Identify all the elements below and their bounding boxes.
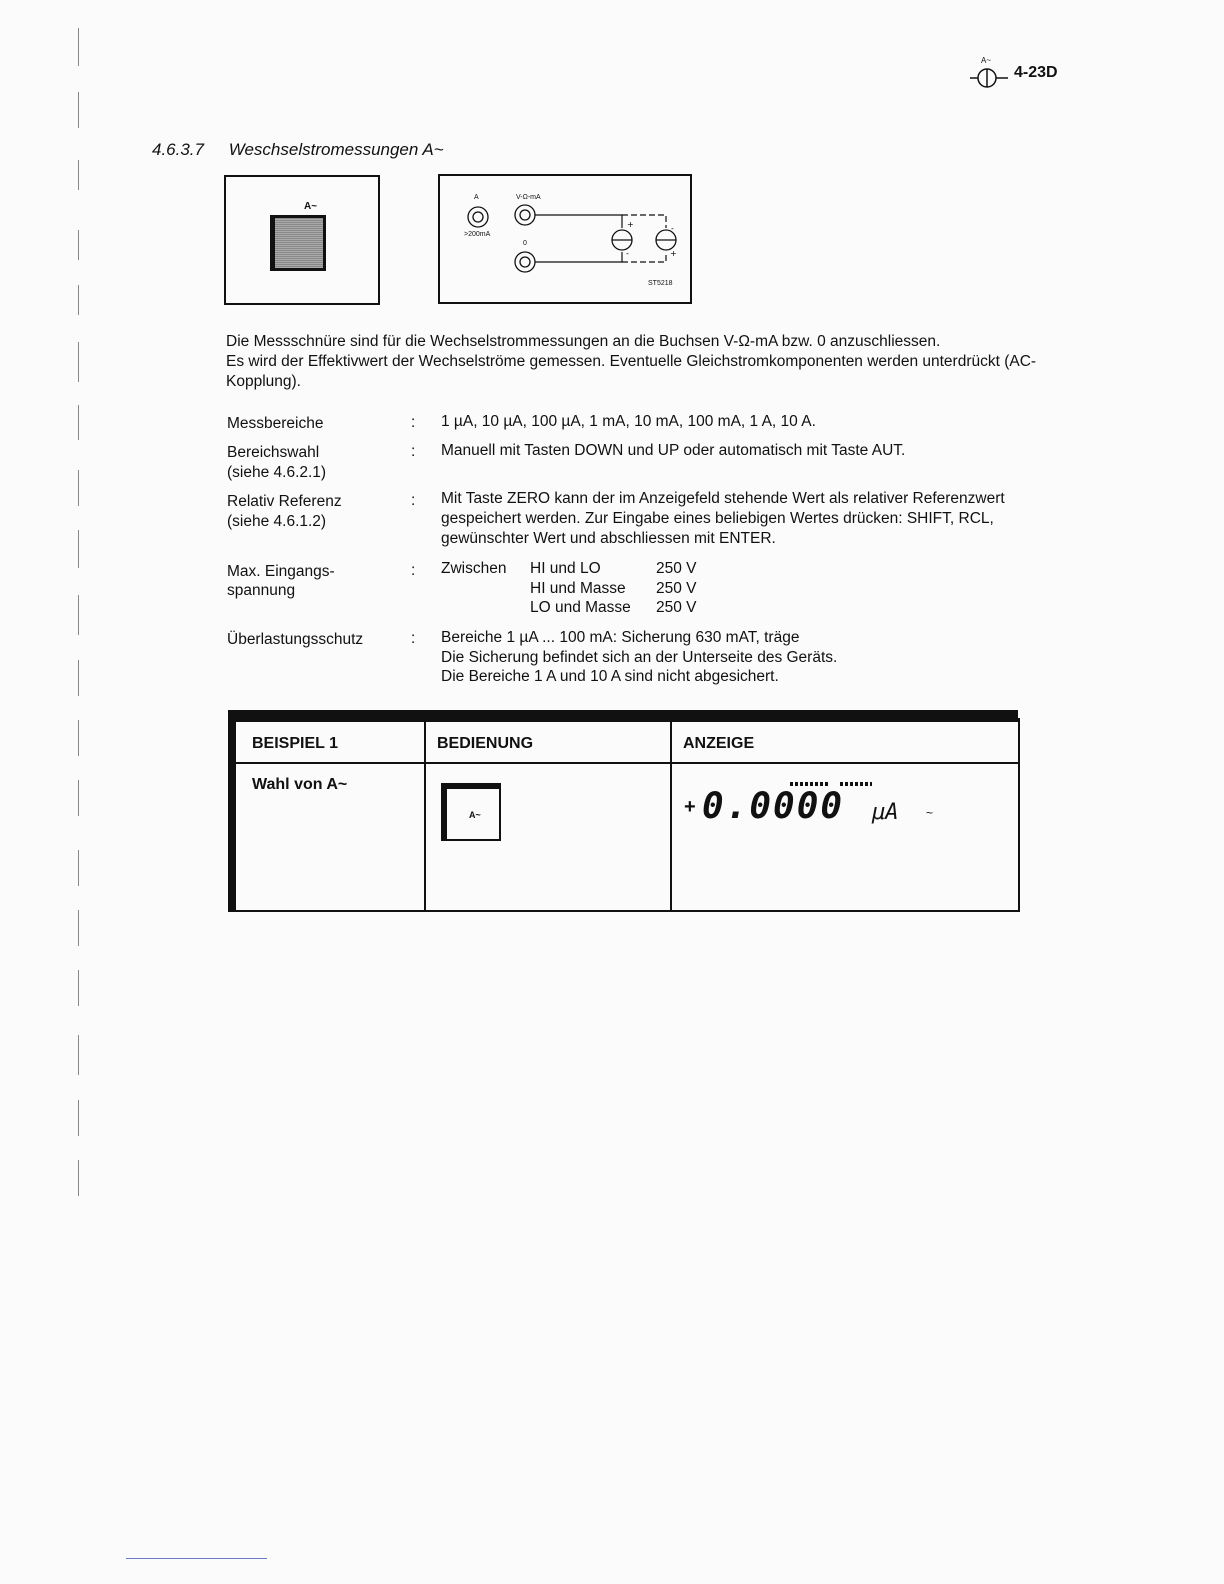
section-number: 4.6.3.7 bbox=[152, 140, 204, 159]
voltage-pair-2: HI und Masse bbox=[530, 580, 626, 597]
punch-mark bbox=[78, 1160, 79, 1196]
intro-paragraph bbox=[226, 332, 1086, 392]
spec-label-bereichswahl-ref: (siehe 4.6.2.1) bbox=[227, 464, 327, 481]
intro-line-2: Es wird der Effektivwert der Wechselströme gemessen. Eventuelle Gleichstromkomponenten werden unterdrückt (AC-Kopplung). bbox=[226, 353, 1037, 390]
display-value: 0.0000 bbox=[702, 786, 845, 827]
table-border bbox=[228, 718, 1020, 912]
svg-text:-: - bbox=[671, 224, 674, 233]
spec-colon: : bbox=[411, 492, 416, 509]
display-indicator-bar bbox=[840, 782, 872, 786]
ac-button-icon bbox=[270, 215, 326, 271]
punch-mark bbox=[78, 92, 79, 128]
voltage-value-1: 250 V bbox=[656, 560, 697, 577]
page-number: 4-23D bbox=[1014, 64, 1058, 81]
page-reference bbox=[968, 56, 1058, 90]
punch-mark bbox=[78, 1035, 79, 1075]
punch-mark bbox=[78, 342, 79, 382]
voltage-value-3: 250 V bbox=[656, 599, 697, 616]
svg-text:+: + bbox=[627, 220, 634, 229]
punch-mark bbox=[78, 720, 79, 756]
symbol-caption: A~ bbox=[981, 56, 992, 65]
punch-mark bbox=[78, 850, 79, 886]
punch-mark bbox=[78, 780, 79, 816]
intro-line-1: Die Messschnüre sind für die Wechselstrommessungen an die Buchsen V-Ω-mA bzw. 0 anzuschliessen. bbox=[226, 333, 941, 350]
section-heading: Weschselstromessungen A~ bbox=[228, 140, 444, 159]
punch-mark bbox=[78, 970, 79, 1006]
table-top-bar bbox=[228, 710, 1018, 722]
ac-current-symbol-icon bbox=[968, 56, 1010, 90]
spec-value-messbereiche: 1 µA, 10 µA, 100 µA, 1 mA, 10 mA, 100 mA, 1 A, 10 A. bbox=[441, 413, 816, 430]
operation-button-label: A~ bbox=[469, 810, 481, 820]
spec-label-spannung: spannung bbox=[227, 582, 296, 599]
punch-mark bbox=[78, 660, 79, 696]
voltage-pair-1: HI und LO bbox=[530, 560, 601, 577]
figure-id: ST5218 bbox=[648, 280, 673, 287]
voltage-pair-3: LO und Masse bbox=[530, 599, 631, 616]
spec-label-messbereiche: Messbereiche bbox=[227, 415, 324, 432]
ac-button-icon bbox=[441, 783, 501, 841]
spec-label-bereichswahl: Bereichswahl bbox=[227, 444, 320, 461]
punch-mark bbox=[78, 28, 79, 66]
punch-mark bbox=[78, 160, 79, 190]
spec-label-relativ-ref: (siehe 4.6.1.2) bbox=[227, 513, 327, 530]
spec-label-relativ: Relativ Referenz bbox=[227, 493, 342, 510]
svg-text:-: - bbox=[626, 249, 629, 258]
table-left-bar bbox=[228, 710, 236, 912]
example-description: Wahl von A~ bbox=[252, 776, 348, 793]
spec-colon: : bbox=[411, 630, 416, 647]
spec-colon: : bbox=[411, 562, 416, 579]
punch-mark bbox=[78, 1100, 79, 1136]
connector-vomA-label: V-Ω-mA bbox=[516, 194, 541, 201]
spec-label-max-eingang: Max. Eingangs- bbox=[227, 563, 335, 580]
zwischen-label: Zwischen bbox=[441, 560, 507, 577]
table-divider bbox=[670, 722, 672, 912]
spec-colon: : bbox=[411, 443, 416, 460]
punch-mark bbox=[78, 595, 79, 635]
spec-value-ueberlast-3: Die Bereiche 1 A und 10 A sind nicht abgesichert. bbox=[441, 668, 779, 685]
punch-mark bbox=[78, 285, 79, 315]
column-header-bedienung: BEDIENUNG bbox=[437, 735, 534, 752]
button-label: A~ bbox=[304, 201, 318, 212]
spec-value-ueberlast-2: Die Sicherung befindet sich an der Unterseite des Geräts. bbox=[441, 649, 838, 666]
spec-colon: : bbox=[411, 414, 416, 431]
spec-value-ueberlast-1: Bereiche 1 µA ... 100 mA: Sicherung 630 mAT, träge bbox=[441, 629, 800, 646]
punch-mark bbox=[78, 910, 79, 946]
column-header-beispiel: BEISPIEL 1 bbox=[252, 735, 338, 752]
spec-label-ueberlast: Überlastungsschutz bbox=[227, 631, 364, 648]
connector-limit-label: >200mA bbox=[464, 231, 491, 238]
display-ac-suffix: ~ bbox=[926, 806, 934, 820]
punch-mark bbox=[78, 470, 79, 506]
connection-diagram bbox=[438, 174, 692, 304]
footer-line bbox=[126, 1558, 267, 1559]
section-title bbox=[152, 140, 444, 160]
button-figure bbox=[224, 175, 380, 305]
punch-mark bbox=[78, 530, 79, 568]
punch-mark bbox=[78, 230, 79, 260]
circuit-drawing bbox=[438, 174, 692, 304]
display-sign: + bbox=[684, 796, 696, 818]
connector-0-label: 0 bbox=[523, 240, 527, 247]
connector-a-label: A bbox=[474, 194, 479, 201]
punch-mark bbox=[78, 405, 79, 440]
svg-text:+: + bbox=[670, 249, 677, 258]
column-header-anzeige: ANZEIGE bbox=[683, 735, 755, 752]
spec-value-bereichswahl: Manuell mit Tasten DOWN und UP oder automatisch mit Taste AUT. bbox=[441, 442, 906, 459]
display-unit: μA bbox=[872, 800, 899, 825]
voltage-value-2: 250 V bbox=[656, 580, 697, 597]
table-divider bbox=[424, 722, 426, 912]
table-header-divider bbox=[228, 762, 1018, 764]
spec-value-relativ: Mit Taste ZERO kann der im Anzeigefeld stehende Wert als relativer Referenzwert gespeichert werden. Zur Eingabe eines beliebigen Wertes drücken: SHIFT, RCL, gewünschter Wert und abschliessen mit ENTER. bbox=[441, 490, 1005, 547]
